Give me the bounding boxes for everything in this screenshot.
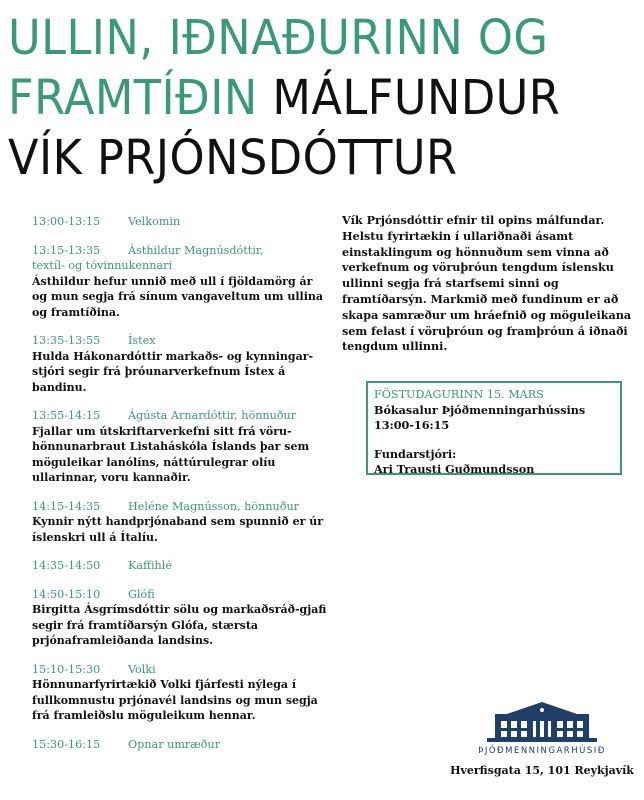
chair-label: Fundarstjóri: <box>374 446 457 461</box>
schedule-item <box>32 333 328 395</box>
schedule-time: 13:15-13:35 <box>32 243 101 257</box>
schedule-item <box>32 558 328 574</box>
schedule-title: Opnar umræður <box>128 737 221 751</box>
title-line-3: VÍK PRJÓNSDÓTTUR <box>8 130 458 186</box>
title-line-1: ULLIN, IÐNAÐURINN OG <box>8 10 549 66</box>
schedule-item-header <box>32 243 328 259</box>
building-icon <box>487 700 597 742</box>
info-box <box>366 381 622 475</box>
schedule-title: Kaffihlé <box>128 559 172 572</box>
chair-name: Ari Trausti Guðmundsson <box>374 462 535 476</box>
schedule-title: Ágústa Arnardóttir, hönnuður <box>128 409 297 422</box>
schedule-description: Hulda Hákonardóttir markaðs- og kynningar-stjóri segir frá þróunarverkefnum Ístex á bandinu. <box>32 349 314 394</box>
schedule-time: 13:55-14:15 <box>32 409 101 422</box>
schedule-title: Ístex <box>128 334 156 347</box>
schedule-time: 14:15-14:35 <box>32 499 101 513</box>
schedule-item <box>32 408 328 486</box>
schedule-title: Heléne Magnússon, hönnuður <box>128 499 300 513</box>
title-line-2 <box>8 68 594 128</box>
schedule-item-header <box>32 587 328 603</box>
schedule-subtitle: textíl- og tóvinnukennari <box>32 259 173 272</box>
schedule-time: 13:35-13:55 <box>32 334 101 347</box>
schedule-description: Ásthildur hefur unnið með ull í fjöldamörg ár og mun segja frá sínum vangaveltum um ullina og framtíðina. <box>32 274 324 319</box>
schedule-time: 14:50-15:10 <box>32 587 101 601</box>
schedule-description: Birgitta Ásgrímsdóttir sölu og markaðsráð-gjafi segir frá framtíðarsýn Glófa, stærsta prjónaframleiðanda landsins. <box>32 603 327 647</box>
schedule-item <box>32 587 328 649</box>
schedule-item-header <box>32 408 328 424</box>
logo <box>444 700 640 777</box>
title-line-2-black: MÁLFUNDUR <box>272 70 561 126</box>
schedule-title: Glófi <box>128 587 155 601</box>
schedule-title: Velkomin <box>128 215 181 228</box>
schedule-time: 15:30-16:15 <box>32 737 101 751</box>
event-venue: Bókasalur Þjóðmenningarhússins <box>374 402 586 417</box>
schedule-item-header <box>32 558 328 574</box>
schedule <box>32 214 328 765</box>
schedule-title: Volki <box>128 662 156 676</box>
title-line-2-green: FRAMTÍÐIN <box>8 70 258 126</box>
schedule-title: Ásthildur Magnúsdóttir, <box>128 243 264 257</box>
schedule-time: 15:10-15:30 <box>32 662 101 676</box>
schedule-item <box>32 499 328 546</box>
intro-text: Vík Prjónsdóttir efnir til opins málfundar. Helstu fyrirtækin í ullariðnaði ásamt einstaklingum og hönnuðum sem vinna að verkefnum og vöruþróun tengdum íslensku ullinni segja frá starfsemi sinni og framtíðarsýn. Markmið með fundinum er að skapa samræður um hráefnið og möguleikana sem felast í vöruþróun og framþróun á iðnaði tengdum ullinni. <box>342 213 632 354</box>
schedule-item-header <box>32 333 328 349</box>
schedule-description: Hönnunarfyrirtækið Volki fjárfesti nýlega í fullkomnustu prjónavél landsins og mun segja frá framleiðslu möguleikum hennar. <box>32 678 318 722</box>
address: Hverfisgata 15, 101 Reykjavík <box>450 764 634 777</box>
schedule-item-header <box>32 214 328 230</box>
schedule-item <box>32 214 328 230</box>
event-date: FÖSTUDAGURINN 15. MARS <box>374 388 544 401</box>
page-title <box>8 8 594 188</box>
schedule-time: 13:00-13:15 <box>32 215 101 228</box>
schedule-item <box>32 243 328 321</box>
schedule-description: Fjallar um útskriftarverkefni sitt frá vöru-hönnunarbraut Listaháskóla Íslands þar sem möguleikar lanólíns, náttúrulegrar olíu ullarinnar, voru kannaðir. <box>32 424 310 484</box>
schedule-time: 14:35-14:50 <box>32 559 101 572</box>
event-time: 13:00-16:15 <box>374 418 450 432</box>
schedule-description: Kynnir nýtt handprjónaband sem spunnið er úr íslenskri ull á Ítalíu. <box>32 515 324 544</box>
logo-name: ÞJÓÐMENNINGARHÚSIÐ <box>478 746 606 756</box>
schedule-item-header <box>32 662 328 678</box>
schedule-item-header <box>32 737 328 753</box>
schedule-item <box>32 737 328 753</box>
schedule-item-header <box>32 499 328 515</box>
schedule-item <box>32 662 328 724</box>
